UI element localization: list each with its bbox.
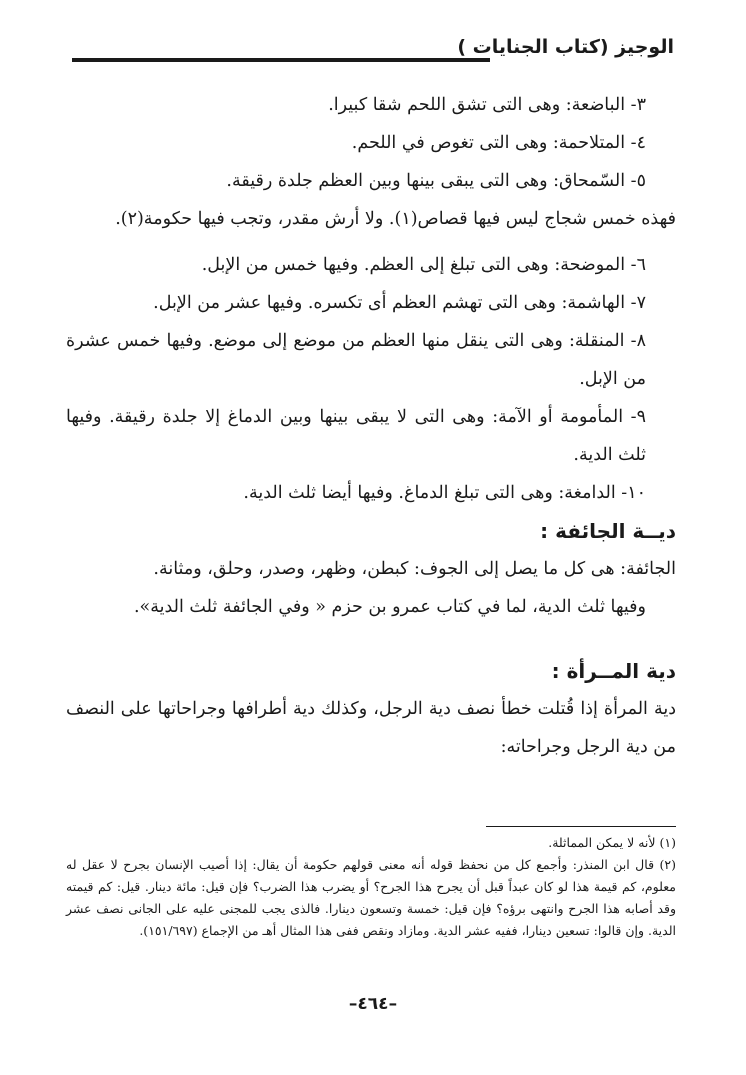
running-header-title: الوجيز (كتاب الجنايات ) xyxy=(457,36,674,58)
footnote-1: (١) لأنه لا يمكن المماثلة. xyxy=(548,835,676,850)
paragraph-item-10: ١٠- الدامغة: وهى التى تبلغ الدماغ. وفيها أيضا ثلث الدية. xyxy=(243,483,646,503)
page-number: –٤٦٤– xyxy=(348,994,398,1014)
paragraph-item-8: ٨- المنقلة: وهى التى ينقل منها العظم من موضع إلى موضع. وفيها خمس عشرة من الإبل. xyxy=(66,331,646,389)
paragraph-item-7: ٧- الهاشمة: وهى التى تهشم العظم أى تكسره. وفيها عشر من الإبل. xyxy=(153,293,646,313)
spacer xyxy=(66,626,676,652)
main-text xyxy=(66,86,676,766)
spacer xyxy=(66,238,676,246)
footnotes xyxy=(66,832,676,942)
paragraph-item-4: ٤- المتلاحمة: وهى التى تغوص في اللحم. xyxy=(351,133,646,153)
section-heading-jaifa: ديــة الجائفة : xyxy=(540,519,676,543)
paragraph-woman-diya: دية المرأة إذا قُتلت خطأ نصف دية الرجل، وكذلك دية أطرافها وجراحاتها على النصف من دية الرجل وجراحاته: xyxy=(66,699,676,757)
paragraph-item-3: ٣- الباضعة: وهى التى تشق اللحم شقا كبيرا. xyxy=(328,95,646,115)
paragraph-item-5: ٥- السّمحاق: وهى التى يبقى بينها وبين العظم جلدة رقيقة. xyxy=(226,171,646,191)
paragraph-jaifa-definition: الجائفة: هى كل ما يصل إلى الجوف: كبطن، وظهر، وصدر، وحلق، ومثانة. xyxy=(153,559,676,579)
section-heading-woman: دية المــرأة : xyxy=(551,659,676,683)
footnote-2: (٢) قال ابن المنذر: وأجمع كل من نحفظ قوله أنه معنى قولهم حكومة أن يقال: إذا أصيب الإنسان بجرح لا عقل له معلوم، كم قيمة هذا لو كان عبداً قبل أن يجرح هذا الجرح؟ أو يضرب هذا الضرب؟ فإن قيل: مائة دينار. قيل: كم قيمته وقد أصابه هذا الجرح وانتهى برؤه؟ فإن قيل: خمسة وتسعون دينارا. فالذى يجب للمجنى عليه على الجانى نصف عشر الدية. وإن قالوا: تسعين دينارا، ففيه عشر الدية. ومازاد ونقص ففى هذا المثال أهـ من الإجماع (١٥١/٦٩٧). xyxy=(66,857,676,938)
footnote-separator xyxy=(486,826,676,827)
paragraph-summary-five: فهذه خمس شجاج ليس فيها قصاص(١). ولا أرش مقدر، وتجب فيها حكومة(٢). xyxy=(115,209,676,229)
paragraph-item-9: ٩- المأمومة أو الآمة: وهى التى لا يبقى بينها وبين الدماغ إلا جلدة رقيقة. وفيها ثلث الدية. xyxy=(66,407,646,465)
header-rule xyxy=(72,58,490,62)
paragraph-jaifa-ruling: وفيها ثلث الدية، لما في كتاب عمرو بن حزم « وفي الجائفة ثلث الدية». xyxy=(133,597,646,617)
paragraph-item-6: ٦- الموضحة: وهى التى تبلغ إلى العظم. وفيها خمس من الإبل. xyxy=(201,255,646,275)
